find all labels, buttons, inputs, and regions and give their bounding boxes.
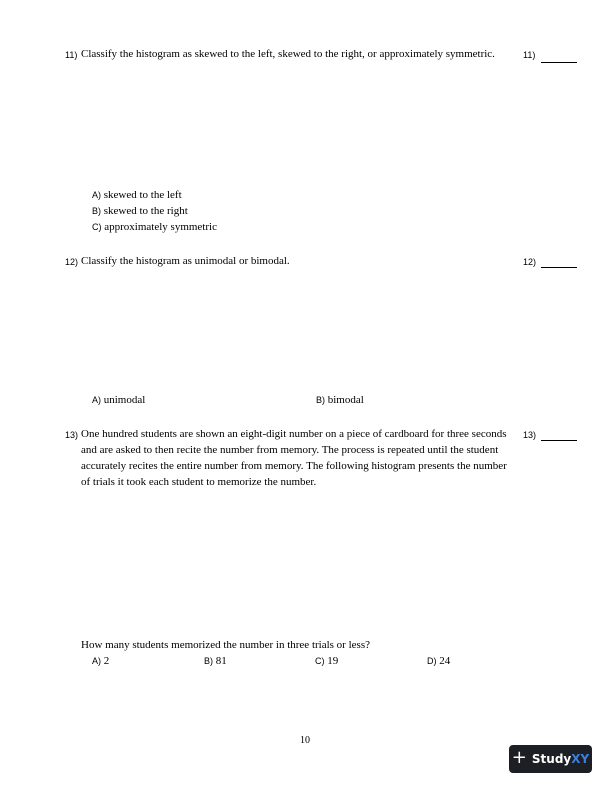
q11-option-c-text: approximately symmetric [104,221,217,233]
q13-line-2: and are asked to then recite the number from memory. The process is repeated until the student [81,444,499,456]
q12-option-b-text: bimodal [327,394,364,406]
q13-option-a [92,655,109,667]
q13-number: 13) [65,430,79,440]
q11-option-b [92,205,188,217]
studyxy-badge[interactable] [509,745,592,773]
q11-option-a-text: skewed to the left [103,189,182,201]
q11-option-b-text: skewed to the right [103,205,188,217]
q12-option-b-letter: B) [316,395,325,405]
q13-answer-blank[interactable] [541,440,577,441]
q13-option-d [427,655,450,667]
q13-question: How many students memorized the number in three trials or less? [81,639,370,651]
q13-option-a-text: 2 [103,655,110,667]
q11-option-a [92,189,182,201]
q13-option-b [204,655,227,667]
q12-option-a-text: unimodal [103,394,146,406]
q13-option-c-letter: C) [315,656,325,666]
q12-answer-number: 12) [523,257,537,267]
q13-option-d-text: 24 [439,655,451,667]
q13-option-b-letter: B) [204,656,213,666]
badge-brand [532,752,589,766]
page-number: 10 [300,735,310,746]
q12-option-a [92,394,145,406]
q13-option-b-text: 81 [215,655,227,667]
badge-brand-accent: XY [571,752,590,766]
q11-answer-blank[interactable] [541,62,577,63]
q11-option-a-letter: A) [92,190,101,200]
q12-text: Classify the histogram as unimodal or bimodal. [81,255,290,267]
q11-option-b-letter: B) [92,206,101,216]
q12-option-b [316,394,364,406]
q13-line-1: One hundred students are shown an eight-digit number on a piece of cardboard for three seconds [81,428,507,440]
q11-answer-number: 11) [523,50,536,60]
badge-brand-main: Study [531,752,572,766]
q11-option-c [92,221,217,233]
q12-answer-blank[interactable] [541,267,577,268]
q11-text: Classify the histogram as skewed to the left, skewed to the right, or approximately symmetric. [81,48,495,60]
plus-icon: + [511,747,527,768]
q11-number: 11) [65,50,78,60]
q13-line-3: accurately recites the entire number from memory. The following histogram presents the number [81,460,507,472]
q13-option-c [315,655,338,667]
q13-option-d-letter: D) [427,656,437,666]
q13-answer-number: 13) [523,430,537,440]
q13-line-4: of trials it took each student to memorize the number. [81,476,317,488]
q13-option-c-text: 19 [327,655,339,667]
q12-number: 12) [65,257,79,267]
q13-option-a-letter: A) [92,656,101,666]
q12-option-a-letter: A) [92,395,101,405]
q11-option-c-letter: C) [92,222,102,232]
